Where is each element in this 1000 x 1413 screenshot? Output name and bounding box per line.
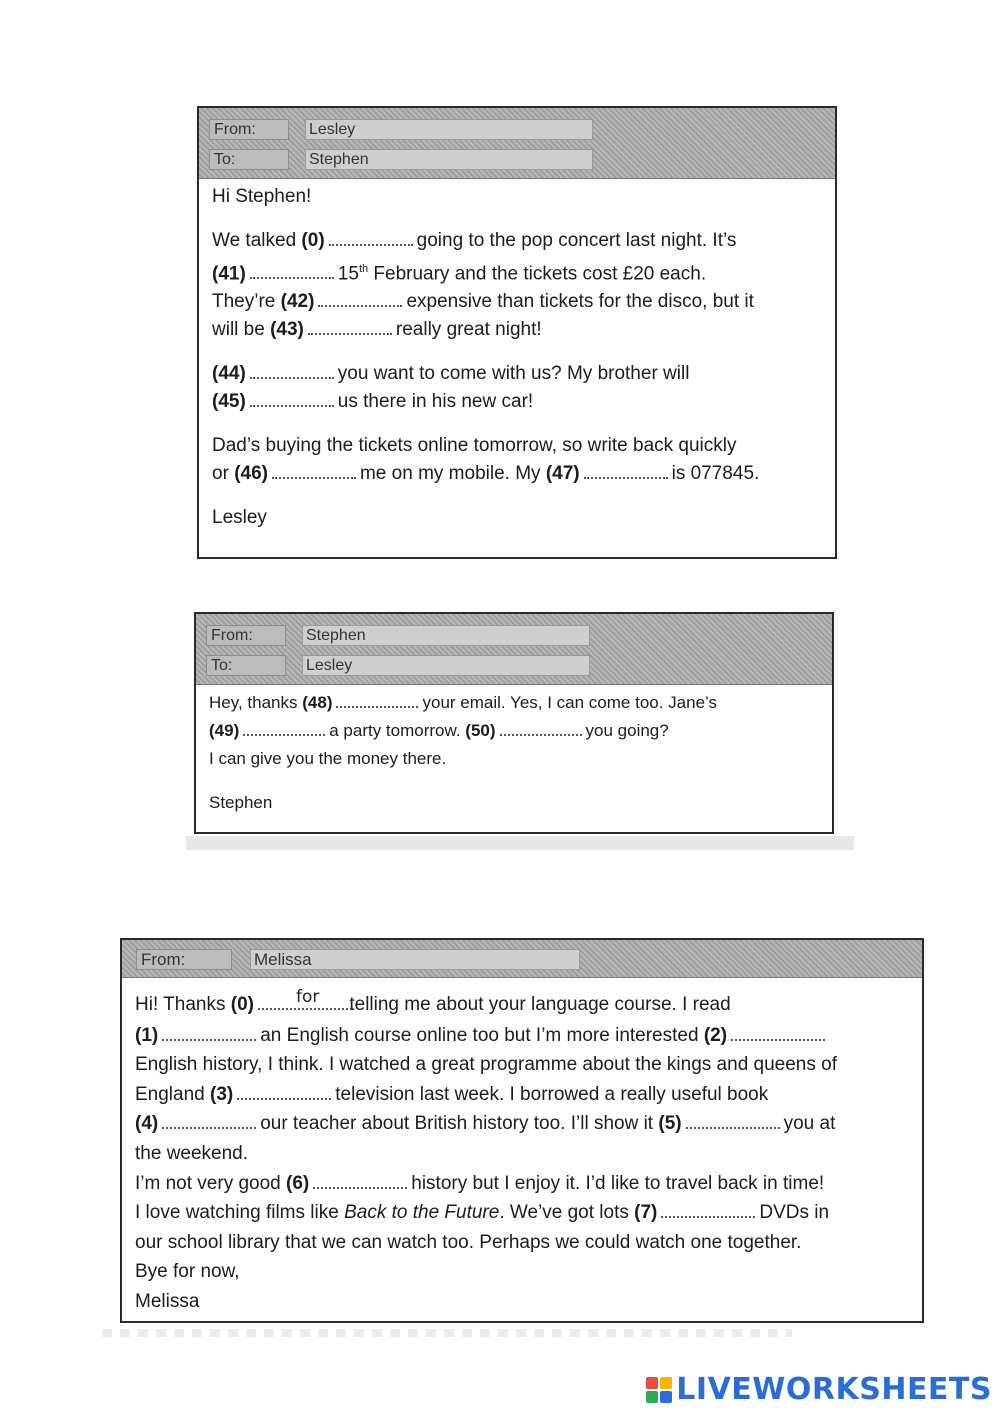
blank-0[interactable] — [329, 229, 413, 246]
blank-6[interactable] — [313, 1171, 407, 1188]
blank-44[interactable] — [250, 362, 334, 379]
text-line: (44) you want to come with us? My brother will — [212, 363, 690, 385]
text-line: They’re (42) expensive than tickets for the disco, but it — [212, 291, 754, 313]
text-line: Dad’s buying the tickets online tomorrow, so write back quickly — [212, 435, 737, 457]
scan-shadow — [102, 1329, 792, 1337]
text-line: (49) a party tomorrow. (50) you going? — [209, 721, 669, 740]
text-line: (45) us there in his new car! — [212, 391, 534, 413]
from-label: From: — [209, 119, 289, 140]
blank-5[interactable] — [686, 1112, 780, 1129]
example-answer: for — [295, 987, 320, 1007]
blank-50[interactable] — [500, 720, 582, 736]
to-field: Stephen — [305, 149, 593, 170]
blank-49[interactable] — [243, 720, 325, 736]
email-stephen-to-lesley — [194, 612, 834, 834]
liveworksheets-logo — [646, 1372, 992, 1407]
from-label: From: — [206, 625, 286, 646]
text-line: Bye for now, — [135, 1261, 240, 1283]
from-label: From: — [136, 949, 232, 970]
text-line: (1) an English course online too but I’m more interested (2) — [135, 1021, 912, 1051]
greeting: Hi Stephen! — [212, 186, 312, 207]
blank-3[interactable] — [237, 1083, 331, 1100]
text-line: our school library that we can watch too. Perhaps we could watch one together. — [135, 1231, 802, 1253]
text-line: will be (43) really great night! — [212, 319, 542, 341]
blank-4[interactable] — [162, 1112, 256, 1129]
blank-41[interactable] — [250, 262, 334, 279]
blank-7[interactable] — [661, 1201, 755, 1218]
text-line: I can give you the money there. — [209, 749, 447, 768]
signature: Melissa — [135, 1290, 200, 1312]
text-line: Hey, thanks (48) your email. Yes, I can come too. Jane’s — [209, 693, 718, 712]
text-line: I love watching films like Back to the Future. We’ve got lots (7) DVDs in — [135, 1202, 830, 1224]
text-line: English history, I think. I watched a great programme about the kings and queens of — [135, 1054, 837, 1076]
signature: Lesley — [212, 507, 267, 529]
blank-43[interactable] — [308, 318, 392, 335]
text-line: England (3) television last week. I borrowed a really useful book — [135, 1083, 769, 1105]
text-line: Hi! Thanks (0) for telling me about your language course. I read — [135, 987, 731, 1015]
email-header — [199, 108, 835, 179]
text-line: I’m not very good (6) history but I enjoy it. I’d like to travel back in time! — [135, 1172, 825, 1194]
email-body — [199, 179, 835, 532]
scan-shadow — [186, 836, 854, 850]
blank-1[interactable] — [162, 1023, 256, 1040]
text-line: the weekend. — [135, 1142, 249, 1164]
email-lesley-to-stephen — [197, 106, 837, 559]
text-line: (4) our teacher about British history too. I’ll show it (5) you at — [135, 1113, 836, 1135]
email-melissa — [120, 938, 924, 1323]
from-field: Lesley — [305, 119, 593, 140]
blank-48[interactable] — [336, 692, 418, 708]
to-label: To: — [209, 149, 289, 170]
logo-text: LIVEWORKSHEETS — [676, 1372, 992, 1407]
blank-2[interactable] — [731, 1023, 825, 1040]
from-field: Stephen — [302, 625, 590, 646]
blank-45[interactable] — [250, 390, 334, 407]
text-line: or (46) me on my mobile. My (47) is 077845. — [212, 463, 760, 485]
signature: Stephen — [209, 793, 273, 812]
email-body — [122, 978, 922, 1317]
email-header — [122, 940, 922, 978]
to-field: Lesley — [302, 655, 590, 676]
to-label: To: — [206, 655, 286, 676]
from-field: Melissa — [250, 949, 580, 970]
text-line: (41) 15th February and the tickets cost £20 each. — [212, 263, 707, 285]
email-body — [196, 685, 832, 817]
logo-icon — [646, 1377, 672, 1403]
email-header — [196, 614, 832, 685]
text-line: We talked (0) going to the pop concert last night. It’s — [212, 230, 737, 251]
blank-46[interactable] — [272, 462, 356, 479]
blank-42[interactable] — [318, 290, 402, 307]
blank-47[interactable] — [584, 462, 668, 479]
